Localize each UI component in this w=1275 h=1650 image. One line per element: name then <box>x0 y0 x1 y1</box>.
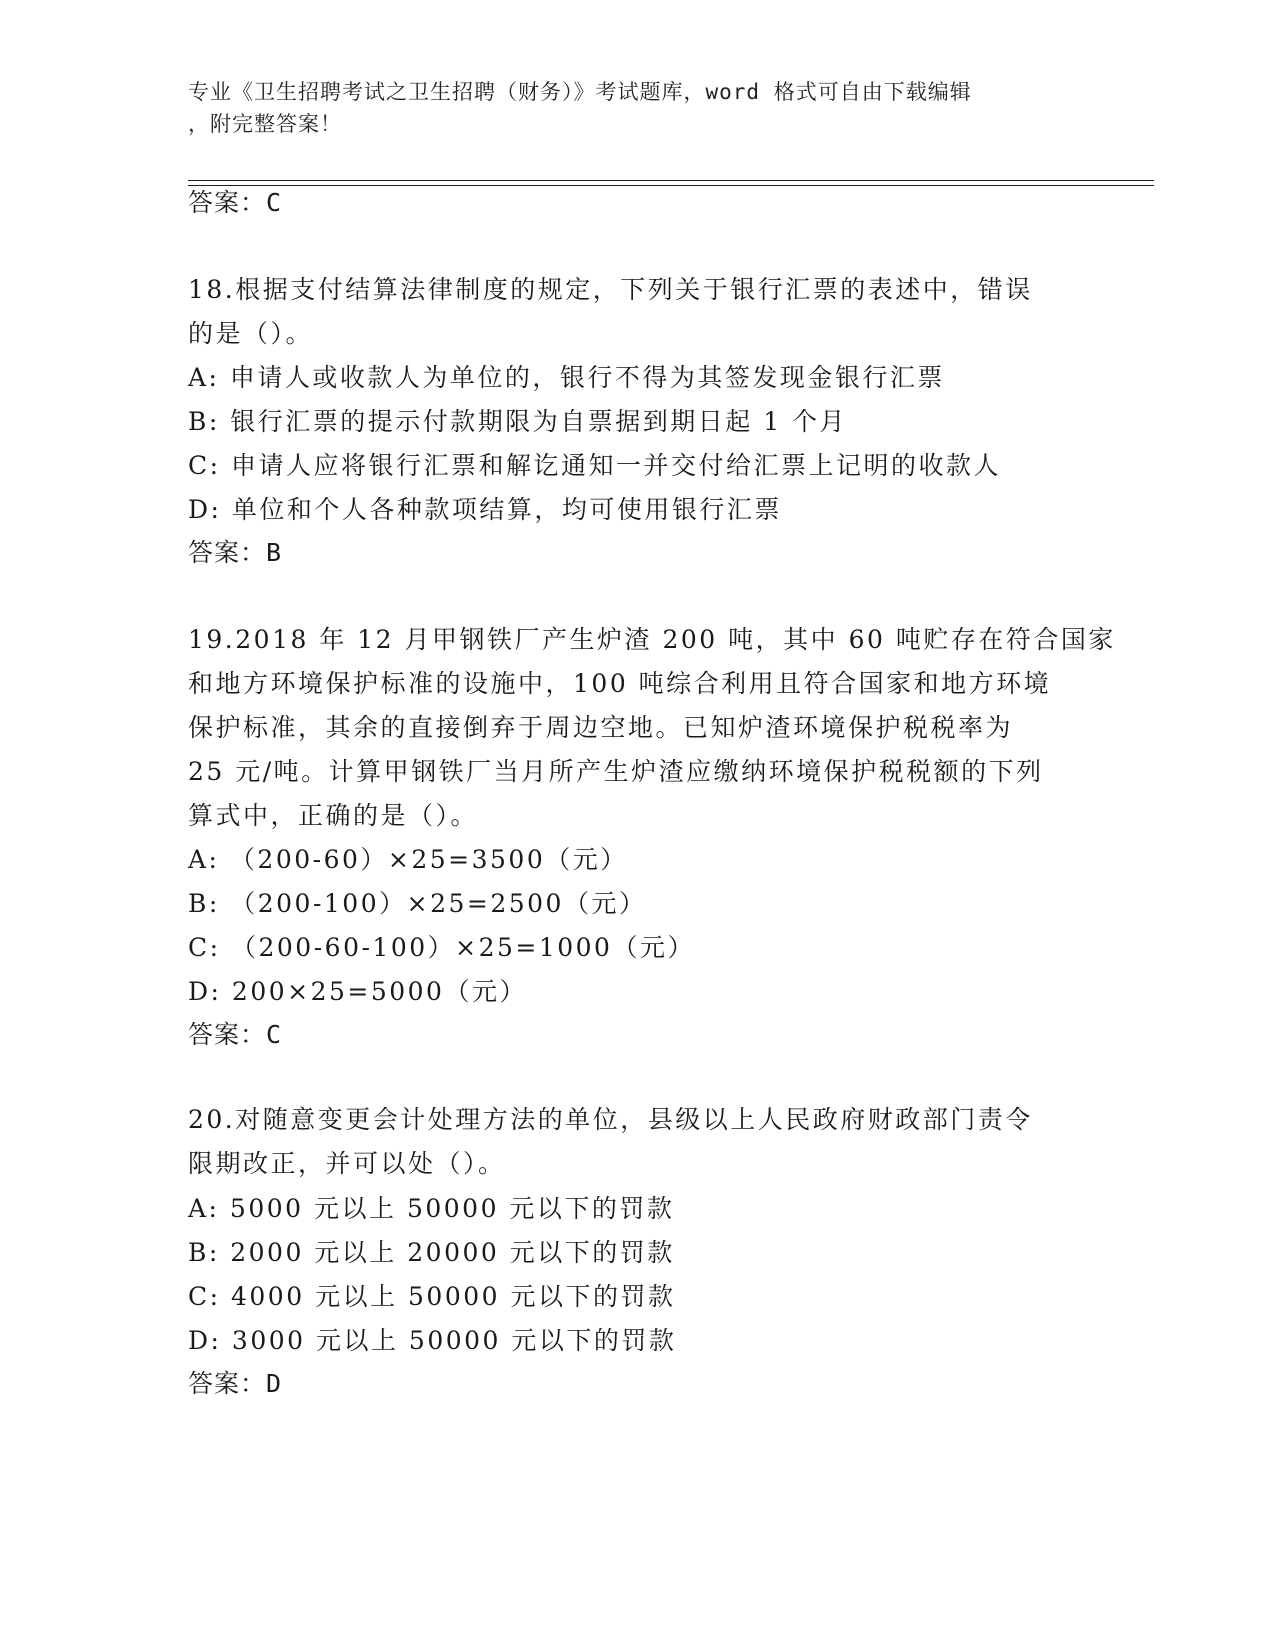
q19-answer: 答案：C <box>188 1020 283 1049</box>
q19-option-c: C: （200-60-100）×25=1000（元） <box>188 933 695 962</box>
header-divider <box>188 180 1154 186</box>
q19-stem-line-4: 25 元/吨。计算甲钢铁厂当月所产生炉渣应缴纳环境保护税税额的下列 <box>188 757 1044 786</box>
q20-option-d: D: 3000 元以上 50000 元以下的罚款 <box>188 1326 677 1355</box>
q18-stem-line-1: 18.根据支付结算法律制度的规定，下列关于银行汇票的表述中，错误 <box>188 275 1033 304</box>
q19-stem-line-3: 保护标准，其余的直接倒弃于周边空地。已知炉渣环境保护税税率为 <box>188 713 1014 742</box>
header-line-2: ，附完整答案！ <box>188 112 342 136</box>
q20-option-b: B: 2000 元以上 20000 元以下的罚款 <box>188 1238 675 1267</box>
q20-option-c: C: 4000 元以上 50000 元以下的罚款 <box>188 1282 676 1311</box>
q19-option-b: B: （200-100）×25=2500（元） <box>188 889 647 918</box>
q18-stem-line-2: 的是（）。 <box>188 319 314 348</box>
q18-option-d: D: 单位和个人各种款项结算，均可使用银行汇票 <box>188 495 782 524</box>
page-header <box>188 76 1088 140</box>
q20-option-a: A: 5000 元以上 50000 元以下的罚款 <box>188 1194 675 1223</box>
q20-answer: 答案：D <box>188 1369 283 1398</box>
q18-answer: 答案：B <box>188 538 283 567</box>
q19-stem-line-2: 和地方环境保护标准的设施中，100 吨综合利用且符合国家和地方环境 <box>188 669 1052 698</box>
q19-stem-line-5: 算式中，正确的是（）。 <box>188 801 479 830</box>
previous-answer: 答案：C <box>188 188 283 217</box>
q18-option-c: C: 申请人应将银行汇票和解讫通知一并交付给汇票上记明的收款人 <box>188 451 1002 480</box>
q19-stem-line-1: 19.2018 年 12 月甲钢铁厂产生炉渣 200 吨，其中 60 吨贮存在符合国家 <box>188 625 1116 654</box>
header-line-1: 专业《卫生招聘考试之卫生招聘（财务）》考试题库，word 格式可自由下载编辑 <box>188 80 972 104</box>
q20-stem-line-2: 限期改正，并可以处（）。 <box>188 1149 506 1178</box>
q18-option-a: A: 申请人或收款人为单位的，银行不得为其签发现金银行汇票 <box>188 363 945 392</box>
q20-stem-line-1: 20.对随意变更会计处理方法的单位，县级以上人民政府财政部门责令 <box>188 1105 1033 1134</box>
q19-option-a: A: （200-60）×25=3500（元） <box>188 845 628 874</box>
q19-option-d: D: 200×25=5000（元） <box>188 977 527 1006</box>
q18-option-b: B: 银行汇票的提示付款期限为自票据到期日起 1 个月 <box>188 407 848 436</box>
